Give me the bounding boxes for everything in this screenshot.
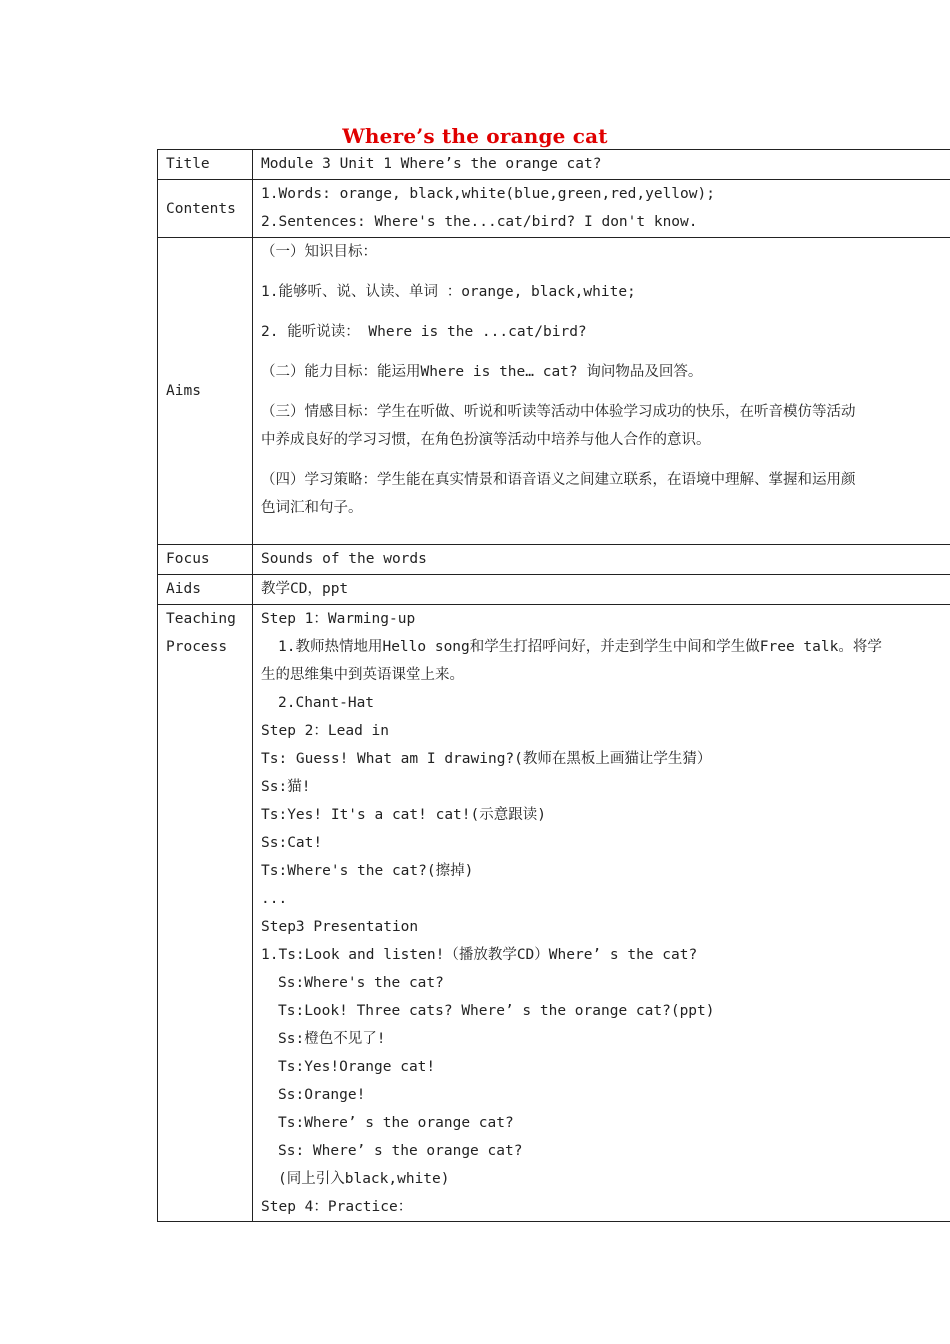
label-contents-text: Contents (166, 200, 236, 217)
contents-line-words: 1.Words: orange, black,white(blue,green,red,yellow); (261, 186, 715, 202)
process-line: Ss:橙色不见了! (278, 1031, 386, 1047)
aims-emotion-line-1: （三）情感目标：学生在听做、听说和听读等活动中体验学习成功的快乐，在听音模仿等活动 (261, 404, 856, 420)
process-line: Step 1：Warming-up (261, 611, 416, 627)
process-line: 1.教师热情地用Hello song和学生打招呼问好，并走到学生中间和学生做Free talk。将学 (278, 639, 882, 655)
process-line: Ss:猫! (261, 779, 311, 795)
process-line: Ss:Orange! (278, 1087, 366, 1103)
process-line: Ss: Where’ s the orange cat? (278, 1143, 523, 1159)
contents-line-sentences: 2.Sentences: Where's the...cat/bird? I don't know. (261, 214, 698, 230)
label-aims-text: Aims (166, 383, 201, 399)
process-line: Step3 Presentation (261, 919, 419, 935)
table-row-title (158, 150, 950, 180)
process-line: 2.Chant-Hat (278, 695, 375, 711)
table-row-focus (158, 545, 950, 575)
process-line: Ss:Cat! (261, 835, 323, 851)
aims-knowledge-1: 1.能够听、说、认读、单词 ：orange, black,white; (261, 284, 636, 300)
aims-emotion-line-2: 中养成良好的学习习惯，在角色扮演等活动中培养与他人合作的意识。 (261, 432, 711, 448)
value-aims (253, 238, 950, 545)
table-row-teaching-process (158, 605, 950, 1222)
process-line: Ts:Look! Three cats? Where’ s the orange cat?(ppt) (278, 1003, 715, 1019)
aims-knowledge-2: 2. 能听说读： Where is the ...cat/bird? (261, 324, 587, 340)
label-aids: Aids (158, 575, 253, 605)
value-contents (253, 180, 950, 238)
aims-knowledge-heading: （一）知识目标： (261, 244, 377, 260)
aims-ability: （二）能力目标：能运用Where is the… cat? 询问物品及回答。 (261, 364, 703, 380)
process-line: 1.Ts:Look and listen!（播放教学CD）Where’ s the cat? (261, 947, 698, 963)
process-line: ... (261, 891, 288, 907)
value-title: Module 3 Unit 1 Where’s the orange cat? (253, 150, 950, 180)
table-row-aims (158, 238, 950, 545)
process-line: Ts:Where’ s the orange cat? (278, 1115, 514, 1131)
value-teaching-process (253, 605, 950, 1222)
aims-strategy-line-2: 色词汇和句子。 (261, 500, 363, 516)
process-line: Step 2：Lead in (261, 723, 389, 739)
aims-strategy-line-1: （四）学习策略：学生能在真实情景和语音语义之间建立联系，在语境中理解、掌握和运用颜 (261, 472, 856, 488)
document-title: Where’s the orange cat (342, 124, 608, 148)
label-teaching: Teaching (166, 611, 236, 627)
label-title: Title (158, 150, 253, 180)
label-focus: Focus (158, 545, 253, 575)
process-line: Ts:Where's the cat?(擦掉) (261, 863, 474, 879)
aims-emotion (261, 398, 950, 454)
process-line: Ts: Guess! What am I drawing?(教师在黑板上画猫让学生猜） (261, 751, 712, 767)
lesson-plan-table (157, 149, 950, 1222)
value-aids: 教学CD，ppt (253, 575, 950, 605)
process-line: (同上引入black,white) (278, 1171, 450, 1187)
value-focus: Sounds of the words (253, 545, 950, 575)
table-row-aids (158, 575, 950, 605)
process-line: Ss:Where's the cat? (278, 975, 444, 991)
process-line: 生的思维集中到英语课堂上来。 (261, 667, 464, 683)
label-aims (158, 238, 253, 545)
aims-strategy (261, 466, 950, 522)
process-line: Ts:Yes! It's a cat! cat!(示意跟读) (261, 807, 546, 823)
process-line: Step 4：Practice： (261, 1199, 413, 1215)
process-line: Ts:Yes!Orange cat! (278, 1059, 436, 1075)
label-process: Process (166, 639, 228, 655)
table-row-contents (158, 180, 950, 238)
label-contents (158, 180, 253, 238)
label-teaching-process (158, 605, 253, 1222)
